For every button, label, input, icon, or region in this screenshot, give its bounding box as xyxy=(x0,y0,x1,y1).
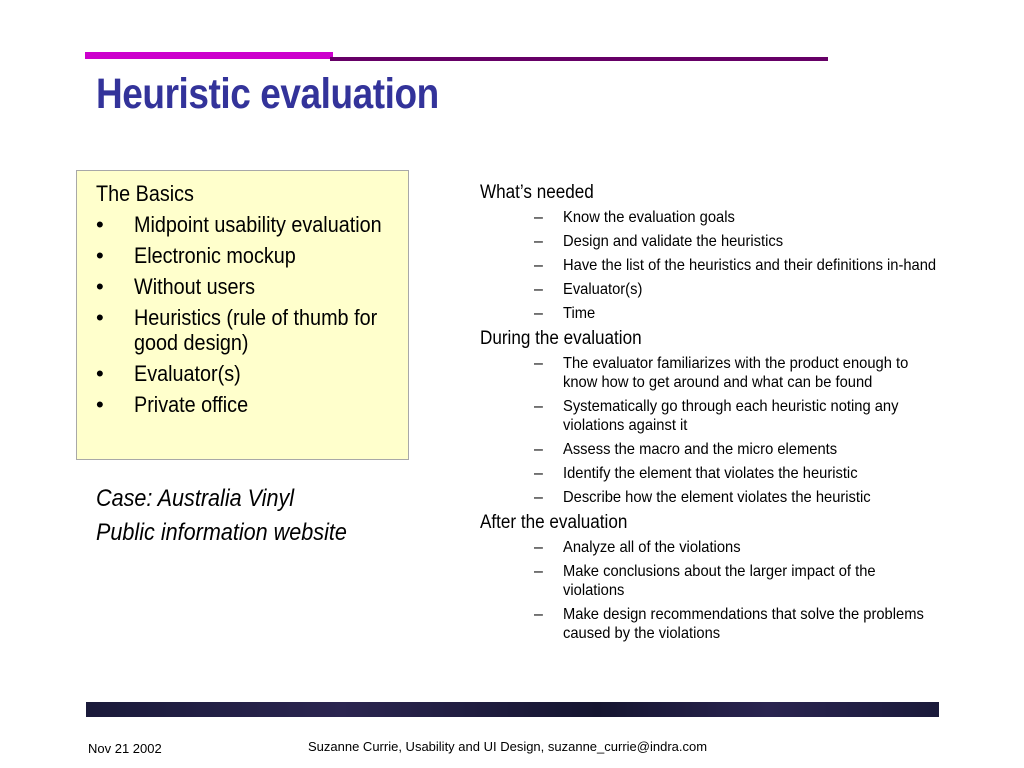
bullet-glyph: • xyxy=(96,274,104,299)
section-heading-after: After the evaluation xyxy=(480,512,628,533)
outline-item: – Make design recommendations that solve the problems caused by the violations xyxy=(534,606,924,642)
after-list xyxy=(480,538,950,643)
dash-glyph: – xyxy=(534,539,543,556)
dash-glyph: – xyxy=(534,398,543,415)
outline-item: – Describe how the element violates the heuristic xyxy=(534,489,871,506)
basics-item: • Electronic mockup xyxy=(96,243,296,268)
dash-glyph: – xyxy=(534,489,543,506)
basics-item: • Evaluator(s) xyxy=(96,361,241,386)
section-heading-needed: What’s needed xyxy=(480,182,594,203)
outline-item: – Assess the macro and the micro elements xyxy=(534,441,838,458)
outline-item: – Design and validate the heuristics xyxy=(534,233,784,250)
dash-glyph: – xyxy=(534,305,543,322)
title-rule-line xyxy=(330,57,828,61)
bullet-glyph: • xyxy=(96,361,104,386)
basics-item: • Heuristics (rule of thumb for good design) xyxy=(96,305,378,355)
process-outline xyxy=(480,182,950,648)
footer-band xyxy=(86,702,939,717)
outline-item: – Know the evaluation goals xyxy=(534,209,735,226)
dash-glyph: – xyxy=(534,257,543,274)
slide-title: Heuristic evaluation xyxy=(96,70,439,118)
basics-list xyxy=(96,212,416,423)
basics-item: • Private office xyxy=(96,392,249,417)
bullet-glyph: • xyxy=(96,392,104,417)
dash-glyph: – xyxy=(534,233,543,250)
dash-glyph: – xyxy=(534,281,543,298)
case-study-caption xyxy=(96,482,347,550)
basics-item: • Midpoint usability evaluation xyxy=(96,212,382,237)
bullet-glyph: • xyxy=(96,305,104,330)
needed-list xyxy=(480,208,950,323)
basics-heading: The Basics xyxy=(96,181,194,206)
dash-glyph: – xyxy=(534,355,543,372)
outline-item: – Have the list of the heuristics and their definitions in-hand xyxy=(534,257,937,274)
title-accent-bar xyxy=(85,52,333,59)
basics-item: • Without users xyxy=(96,274,256,299)
outline-item: – Identify the element that violates the heuristic xyxy=(534,465,858,482)
dash-glyph: – xyxy=(534,606,543,623)
case-line-1: Case: Australia Vinyl xyxy=(96,485,295,512)
outline-item: – Analyze all of the violations xyxy=(534,539,741,556)
bullet-glyph: • xyxy=(96,243,104,268)
outline-item: – Time xyxy=(534,305,596,322)
footer-date: Nov 21 2002 xyxy=(88,741,162,756)
dash-glyph: – xyxy=(534,563,543,580)
during-list xyxy=(480,354,950,507)
outline-item: – Make conclusions about the larger impact of the violations xyxy=(534,563,876,599)
dash-glyph: – xyxy=(534,465,543,482)
section-heading-during: During the evaluation xyxy=(480,328,642,349)
footer-credit: Suzanne Currie, Usability and UI Design, suzanne_currie@indra.com xyxy=(308,739,708,754)
outline-item: – Systematically go through each heuristic noting any violations against it xyxy=(534,398,899,434)
dash-glyph: – xyxy=(534,209,543,226)
outline-item: – The evaluator familiarizes with the product enough to know how to get around and what can be found xyxy=(534,355,909,391)
dash-glyph: – xyxy=(534,441,543,458)
bullet-glyph: • xyxy=(96,212,104,237)
outline-item: – Evaluator(s) xyxy=(534,281,643,298)
case-line-2: Public information website xyxy=(96,519,347,546)
